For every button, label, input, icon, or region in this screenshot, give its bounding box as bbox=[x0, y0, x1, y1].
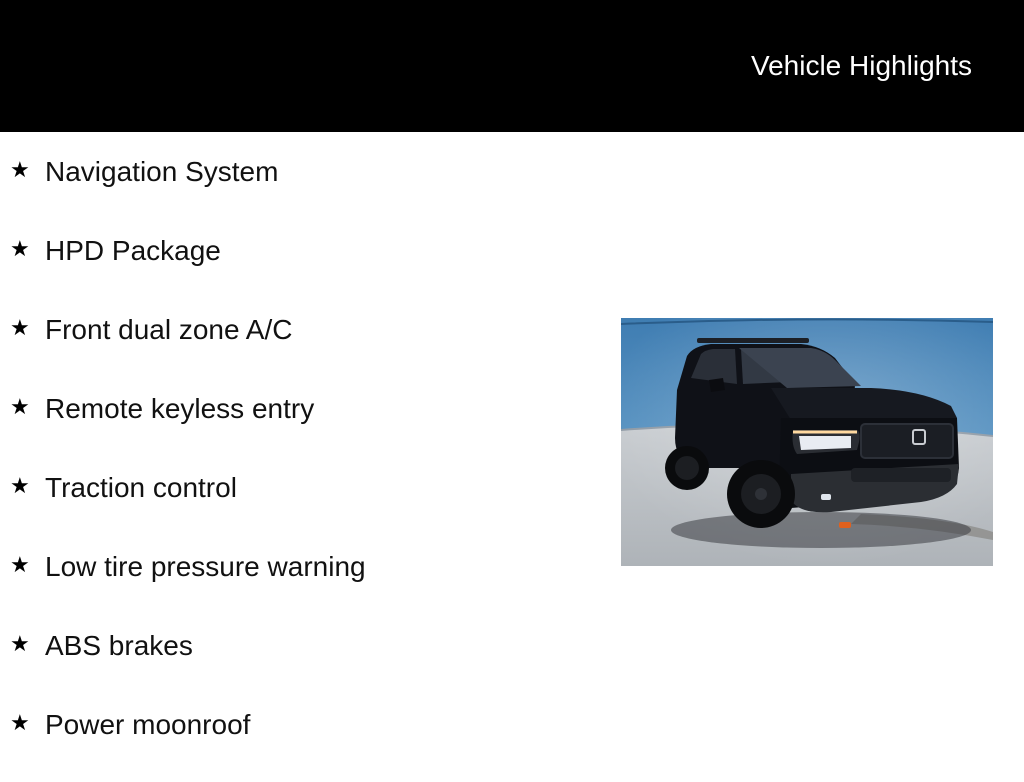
star-icon: ★ bbox=[10, 473, 30, 498]
feature-list bbox=[10, 150, 366, 782]
vehicle-photo bbox=[621, 318, 993, 566]
feature-label: Traction control bbox=[45, 472, 237, 503]
feature-label: Low tire pressure warning bbox=[45, 551, 366, 582]
vehicle-illustration bbox=[621, 318, 993, 566]
skid-plate bbox=[851, 468, 951, 482]
front-wheel-hub bbox=[755, 488, 767, 500]
page-title: Vehicle Highlights bbox=[750, 50, 972, 81]
grille bbox=[861, 424, 953, 458]
list-item bbox=[10, 545, 366, 624]
feature-label: ABS brakes bbox=[45, 630, 193, 661]
rear-wheel-rim bbox=[675, 456, 699, 480]
feature-label: Navigation System bbox=[45, 156, 279, 187]
fog-light bbox=[821, 494, 831, 500]
list-item bbox=[10, 387, 366, 466]
roof-rail bbox=[697, 338, 809, 343]
headlight-glow bbox=[799, 436, 851, 450]
feature-label: HPD Package bbox=[45, 235, 221, 266]
list-item bbox=[10, 624, 366, 703]
feature-label: Front dual zone A/C bbox=[45, 314, 293, 345]
tow-hook bbox=[839, 522, 851, 528]
list-item bbox=[10, 150, 366, 229]
list-item bbox=[10, 703, 366, 782]
star-icon: ★ bbox=[10, 710, 30, 735]
star-icon: ★ bbox=[10, 631, 30, 656]
list-item bbox=[10, 466, 366, 545]
star-icon: ★ bbox=[10, 552, 30, 577]
star-icon: ★ bbox=[10, 157, 30, 182]
star-icon: ★ bbox=[10, 394, 30, 419]
list-item bbox=[10, 308, 366, 387]
list-item bbox=[10, 229, 366, 308]
car-shadow bbox=[671, 512, 971, 548]
feature-label: Remote keyless entry bbox=[45, 393, 315, 424]
feature-label: Power moonroof bbox=[45, 709, 251, 740]
side-mirror bbox=[709, 378, 725, 392]
header-bar bbox=[0, 0, 1024, 132]
star-icon: ★ bbox=[10, 315, 30, 340]
star-icon: ★ bbox=[10, 236, 30, 261]
